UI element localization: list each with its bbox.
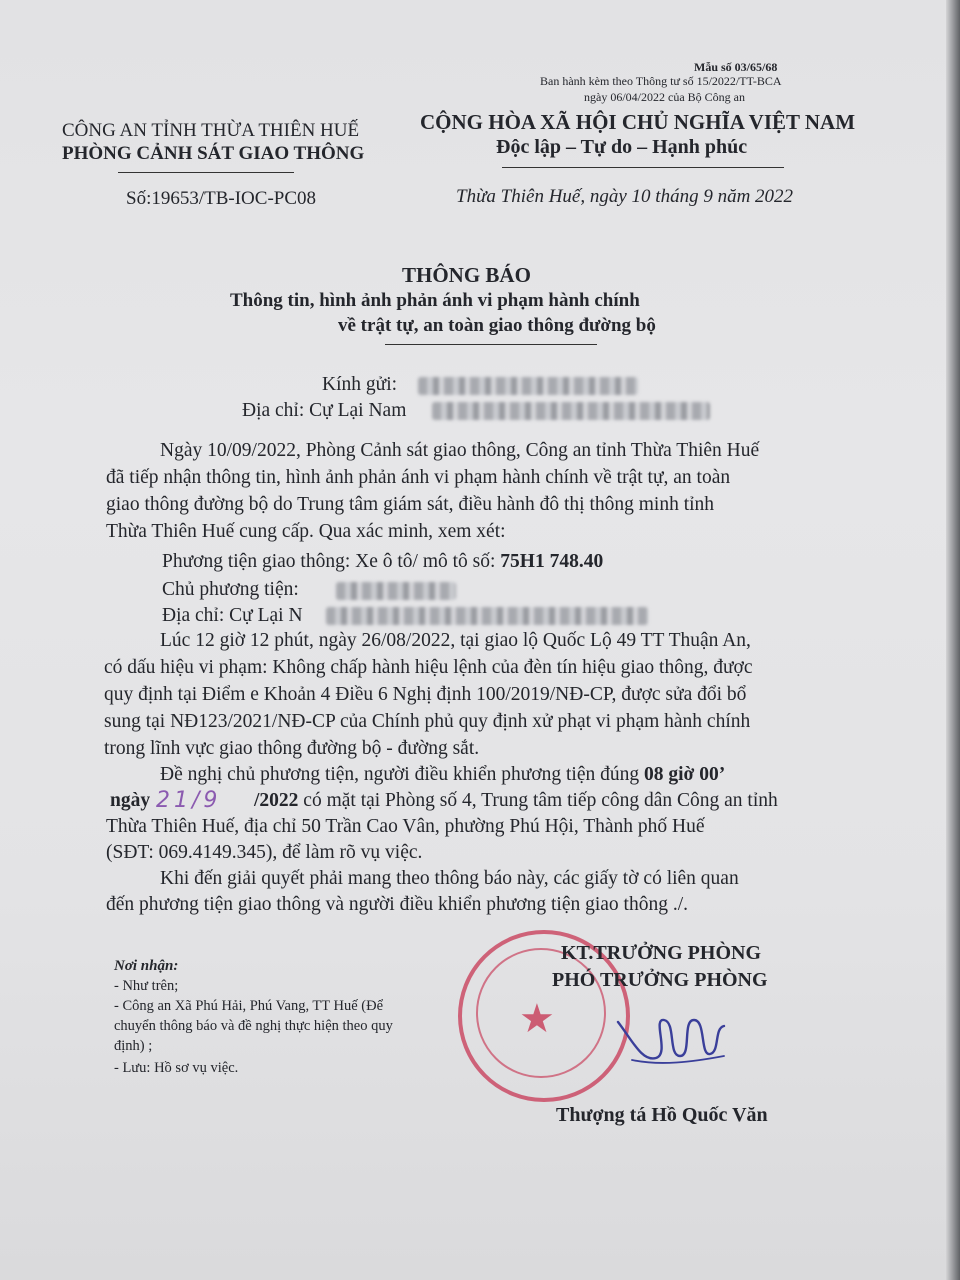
recipients-title: Nơi nhận: [114,958,179,974]
paragraph-2-line-5: trong lĩnh vực giao thông đường bộ - đường sắt. [104,738,480,759]
document-subtitle-line1: Thông tin, hình ảnh phản ánh vi phạm hành chính [230,290,640,311]
star-icon: ★ [519,996,555,1042]
paragraph-1-line-1: Ngày 10/09/2022, Phòng Cảnh sát giao thông, Công an tỉnh Thừa Thiên Huế [160,440,760,461]
paragraph-2-line-2: có dấu hiệu vi phạm: Không chấp hành hiệu lệnh của đèn tín hiệu giao thông, được [104,657,753,678]
recipient-3: - Lưu: Hồ sơ vụ việc. [114,1060,239,1076]
recipient-2-line-2: chuyển thông báo và đề nghị thực hiện theo quy [114,1018,393,1034]
form-note-line2: ngày 06/04/2022 của Bộ Công an [584,90,745,104]
recipient-1: - Như trên; [114,978,179,994]
subtitle-underline [385,344,597,345]
nation-motto: Độc lập – Tự do – Hạnh phúc [496,136,748,158]
paragraph-2-line-4: sung tại NĐ123/2021/NĐ-CP của Chính phủ quy định xử phạt vi phạm hành chính [104,711,751,732]
agency-department: PHÒNG CẢNH SÁT GIAO THÔNG [62,143,365,164]
agency-name: CÔNG AN TỈNH THỪA THIÊN HUẾ [62,120,360,141]
address-label: Địa chỉ: Cự Lại Nam [242,400,407,421]
paragraph-4-line-1: Khi đến giải quyết phải mang theo thông báo này, các giấy tờ có liên quan [160,868,739,889]
to-label: Kính gửi: [322,374,398,395]
paper-edge [946,0,960,1280]
redacted-recipient [418,377,638,395]
document-title: THÔNG BÁO [402,263,531,287]
owner-label: Chủ phương tiện: [162,579,299,600]
form-number: Mẫu số 03/65/68 [694,60,778,74]
paragraph-1-line-3: giao thông đường bộ do Trung tâm giám sát, điều hành đô thị thông minh tỉnh [106,494,715,515]
appointment-year: /2022 [254,790,299,811]
motto-underline [502,167,784,168]
form-note-line1: Ban hành kèm theo Thông tư số 15/2022/TT-BCA [540,74,782,88]
document-number: Số:19653/TB-IOC-PC08 [126,188,317,209]
place-date: Thừa Thiên Huế, ngày 10 tháng 9 năm 2022 [456,186,794,207]
appointment-time: 08 giờ 00’ [644,764,726,785]
signature-icon [612,1000,732,1070]
paragraph-2-line-1: Lúc 12 giờ 12 phút, ngày 26/08/2022, tại giao lộ Quốc Lộ 49 TT Thuận An, [160,630,751,651]
paragraph-3-line-3: Thừa Thiên Huế, địa chỉ 50 Trần Cao Vân, phường Phú Hội, Thành phố Huế [106,816,705,837]
redacted-owner [336,582,456,600]
paragraph-4-line-2: đến phương tiện giao thông và người điều khiển phương tiện giao thông ./. [106,894,689,915]
agency-underline [118,172,294,173]
vehicle-label: Phương tiện giao thông: Xe ô tô/ mô tô số: [162,551,496,572]
paragraph-3-line-2: có mặt tại Phòng số 4, Trung tâm tiếp công dân Công an tỉnh [303,790,778,811]
paragraph-2-line-3: quy định tại Điểm e Khoản 4 Điều 6 Nghị định 100/2019/NĐ-CP, được sửa đổi bổ [104,684,747,705]
handwritten-date: 21/9 [156,788,222,813]
vehicle-plate: 75H1 748.40 [500,551,604,572]
appointment-day-label: ngày [110,790,151,811]
redacted-address [432,402,710,420]
paragraph-3-line-4: (SĐT: 069.4149.345), để làm rõ vụ việc. [106,842,423,863]
owner-address-label: Địa chỉ: Cự Lại N [162,605,303,626]
paragraph-3-line-1: Đề nghị chủ phương tiện, người điều khiển phương tiện đúng [160,764,640,785]
paragraph-1-line-2: đã tiếp nhận thông tin, hình ảnh phản ánh vi phạm hành chính về trật tự, an toàn [106,467,731,488]
redacted-owner-address [326,607,648,625]
signature-title-line2: PHÓ TRƯỞNG PHÒNG [552,969,768,991]
signature-title-line1: KT.TRƯỞNG PHÒNG [561,942,761,964]
signer-name: Thượng tá Hồ Quốc Văn [556,1104,768,1126]
document-subtitle-line2: về trật tự, an toàn giao thông đường bộ [338,315,656,336]
recipient-2-line-1: - Công an Xã Phú Hải, Phú Vang, TT Huế (Để [114,998,384,1014]
recipient-2-line-3: định) ; [114,1038,153,1054]
paragraph-1-line-4: Thừa Thiên Huế cung cấp. Qua xác minh, xem xét: [106,521,506,542]
nation-title: CỘNG HÒA XÃ HỘI CHỦ NGHĨA VIỆT NAM [420,110,856,134]
